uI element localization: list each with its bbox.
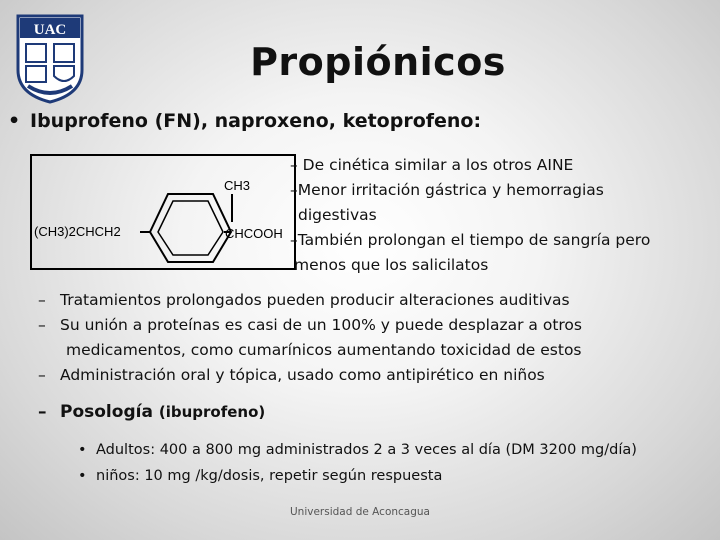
posologia-label: Posología: [60, 402, 153, 422]
dosage-text: Adultos: 400 a 800 mg administrados 2 a 3 veces al día (DM 3200 mg/día): [96, 442, 637, 458]
properties-list: [290, 153, 710, 278]
top-group-label: CH3: [224, 178, 251, 193]
effects-list: [38, 288, 582, 388]
list-item: [38, 288, 582, 313]
logo-text: UAC: [33, 22, 67, 38]
bullet-marker: •: [78, 442, 87, 458]
list-item-text: Su unión a proteínas es casi de un 100% y puede desplazar a otros: [60, 316, 582, 334]
list-item: [38, 363, 582, 388]
dash-marker: –: [38, 291, 46, 309]
property-line: digestivas: [298, 206, 377, 224]
footer: Universidad de Aconcagua: [289, 506, 430, 518]
ibuprofen-structure: [28, 150, 298, 272]
dash-marker: –: [38, 402, 47, 422]
main-bullet: [8, 110, 481, 132]
right-group-label: CHCOOH: [225, 226, 283, 241]
dosage-item: [78, 463, 637, 489]
dash-marker: –: [38, 316, 46, 334]
posologia-sub: (ibuprofeno): [158, 403, 266, 421]
property-line: menos que los salicilatos: [294, 256, 489, 274]
property-line: – De cinética similar a los otros AINE: [290, 156, 574, 174]
benzene-ring: [150, 194, 231, 262]
list-item-text: Administración oral y tópica, usado como antipirético en niños: [60, 366, 545, 384]
dosage-text: niños: 10 mg /kg/dosis, repetir según respuesta: [96, 468, 443, 484]
dosage-item: [78, 437, 637, 463]
main-bullet-text: Ibuprofeno (FN), naproxeno, ketoprofeno:: [30, 110, 482, 132]
slide-title: Propiónicos: [250, 40, 506, 84]
list-item-text: Tratamientos prolongados pueden producir alteraciones auditivas: [60, 291, 570, 309]
bullet-marker: •: [78, 468, 87, 484]
property-line: –Menor irritación gástrica y hemorragias: [290, 181, 604, 199]
bullet-marker: •: [8, 110, 21, 132]
left-group-label: (CH3)2CHCH2: [34, 224, 121, 239]
dosage-list: [78, 437, 637, 489]
list-item-text-continued: medicamentos, como cumarínicos aumentando toxicidad de estos: [66, 341, 582, 359]
list-item: [38, 313, 582, 363]
property-line: –También prolongan el tiempo de sangría pero: [290, 231, 651, 249]
dash-marker: –: [38, 366, 46, 384]
posologia-heading: [38, 402, 265, 422]
